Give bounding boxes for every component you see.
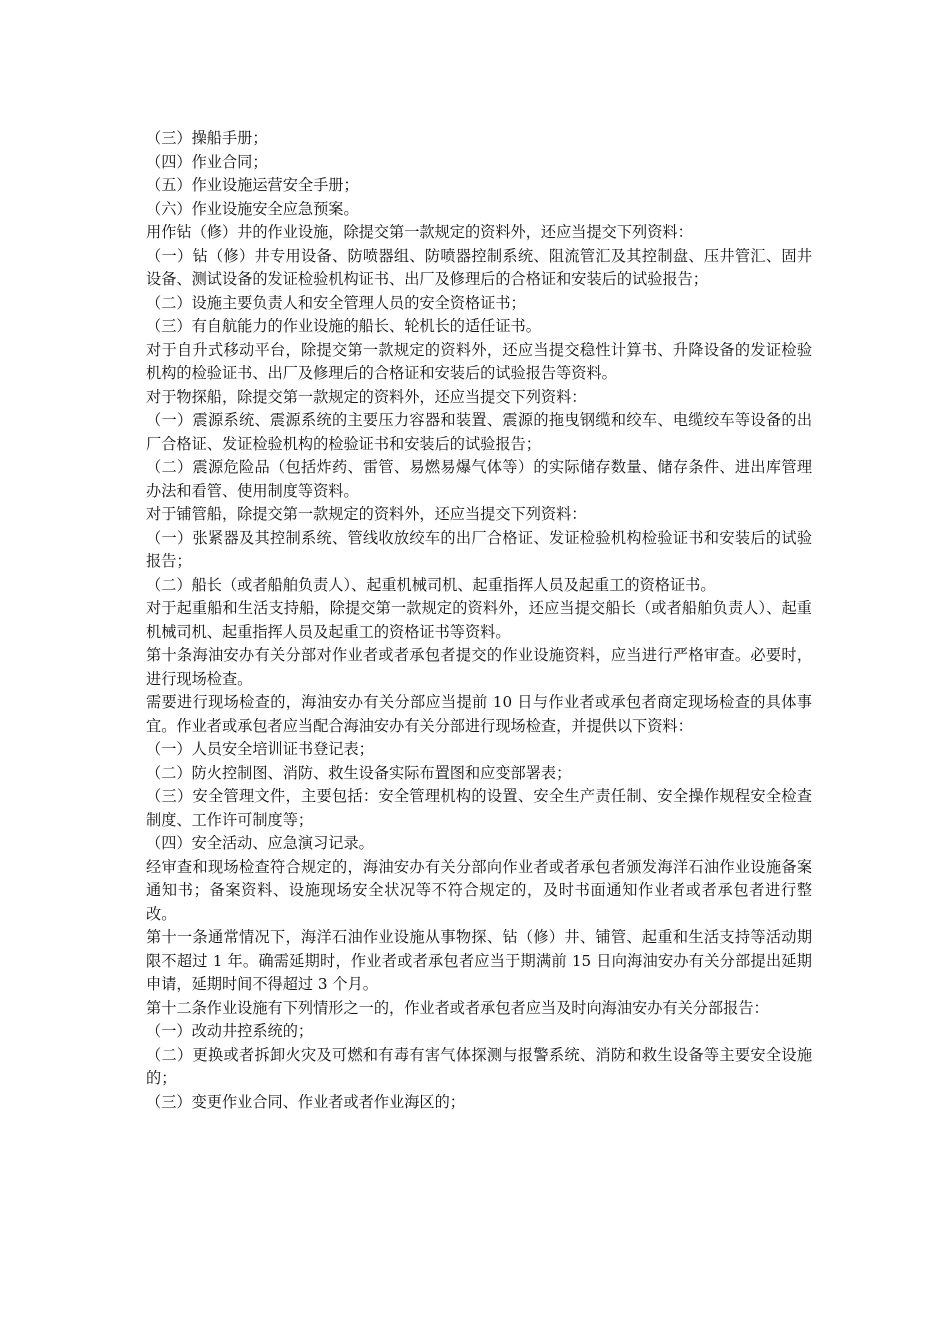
paragraph: （一）震源系统、震源系统的主要压力容器和装置、震源的拖曳钢缆和绞车、电缆绞车等设备的出厂合格证、发证检验机构的检验证书和安装后的试验报告； [146,411,812,453]
paragraph: 需要进行现场检查的，海油安办有关分部应当提前 10 日与作业者或承包者商定现场检查的具体事宜。作业者或承包者应当配合海油安办有关分部进行现场检查，并提供以下资料： [146,693,812,735]
paragraph: （二）船长（或者船舶负责人）、起重机械司机、起重指挥人员及起重工的资格证书。 [146,575,716,594]
paragraph: （三）变更作业合同、作业者或者作业海区的； [146,1092,465,1111]
paragraph: 对于自升式移动平台，除提交第一款规定的资料外，还应当提交稳性计算书、升降设备的发证检验机构的检验证书、出厂及修理后的合格证和安装后的试验报告等资料。 [146,340,812,382]
paragraph: （五）作业设施运营安全手册； [146,176,359,194]
paragraph: 对于物探船，除提交第一款规定的资料外，还应当提交下列资料： [146,387,587,406]
document-body [146,127,812,1114]
paragraph: （二）更换或者拆卸火灾及可燃和有毒有害气体探测与报警系统、消防和救生设备等主要安全设施的； [146,1045,812,1087]
paragraph: （二）防火控制图、消防、救生设备实际布置图和应变部署表； [146,763,572,782]
paragraph: （二）设施主要负责人和安全管理人员的安全资格证书； [146,293,526,312]
paragraph: （六）作业设施安全应急预案。 [146,199,359,218]
paragraph: （四）安全活动、应急演习记录。 [146,834,374,852]
paragraph: 第十条海油安办有关分部对作业者或者承包者提交的作业设施资料，应当进行严格审查。必要时，进行现场检查。 [146,646,812,688]
paragraph: （三）操船手册； [146,129,268,147]
paragraph: （二）震源危险品（包括炸药、雷管、易燃易爆气体等）的实际储存数量、储存条件、进出库管理办法和看管、使用制度等资料。 [146,458,812,500]
paragraph: （三）安全管理文件，主要包括：安全管理机构的设置、安全生产责任制、安全操作规程安全检查制度、工作许可制度等； [146,787,812,829]
paragraph: （三）有自航能力的作业设施的船长、轮机长的适任证书。 [146,317,541,335]
paragraph: 对于铺管船，除提交第一款规定的资料外，还应当提交下列资料： [146,505,587,523]
paragraph: （四）作业合同； [146,152,268,171]
paragraph: （一）改动井控系统的； [146,1022,314,1040]
paragraph: 经审查和现场检查符合规定的，海油安办有关分部向作业者或者承包者颁发海洋石油作业设施备案通知书；备案资料、设施现场安全状况等不符合规定的，及时书面通知作业者或者承包者进行整改。 [146,857,812,923]
paragraph: （一）张紧器及其控制系统、管线收放绞车的出厂合格证、发证检验机构检验证书和安装后的试验报告； [146,528,812,570]
paragraph: （一）钻（修）井专用设备、防喷器组、防喷器控制系统、阻流管汇及其控制盘、压井管汇、固井设备、测试设备的发证检验机构证书、出厂及修理后的合格证和安装后的试验报告； [146,246,812,288]
paragraph: 第十二条作业设施有下列情形之一的，作业者或者承包者应当及时向海油安办有关分部报告： [146,998,769,1017]
paragraph: （一）人员安全培训证书登记表； [146,740,374,758]
paragraph: 对于起重船和生活支持船，除提交第一款规定的资料外，还应当提交船长（或者船舶负责人）、起重机械司机、起重指挥人员及起重工的资格证书等资料。 [146,599,812,641]
paragraph: 第十一条通常情况下，海洋石油作业设施从事物探、钻（修）井、铺管、起重和生活支持等活动期限不超过 1 年。确需延期时，作业者或者承包者应当于期满前 15 日向海油安办有关分部提出延期申请，延期时间不得超过 3 个月。 [146,928,812,993]
paragraph: 用作钻（修）井的作业设施，除提交第一款规定的资料外，还应当提交下列资料： [146,223,693,241]
